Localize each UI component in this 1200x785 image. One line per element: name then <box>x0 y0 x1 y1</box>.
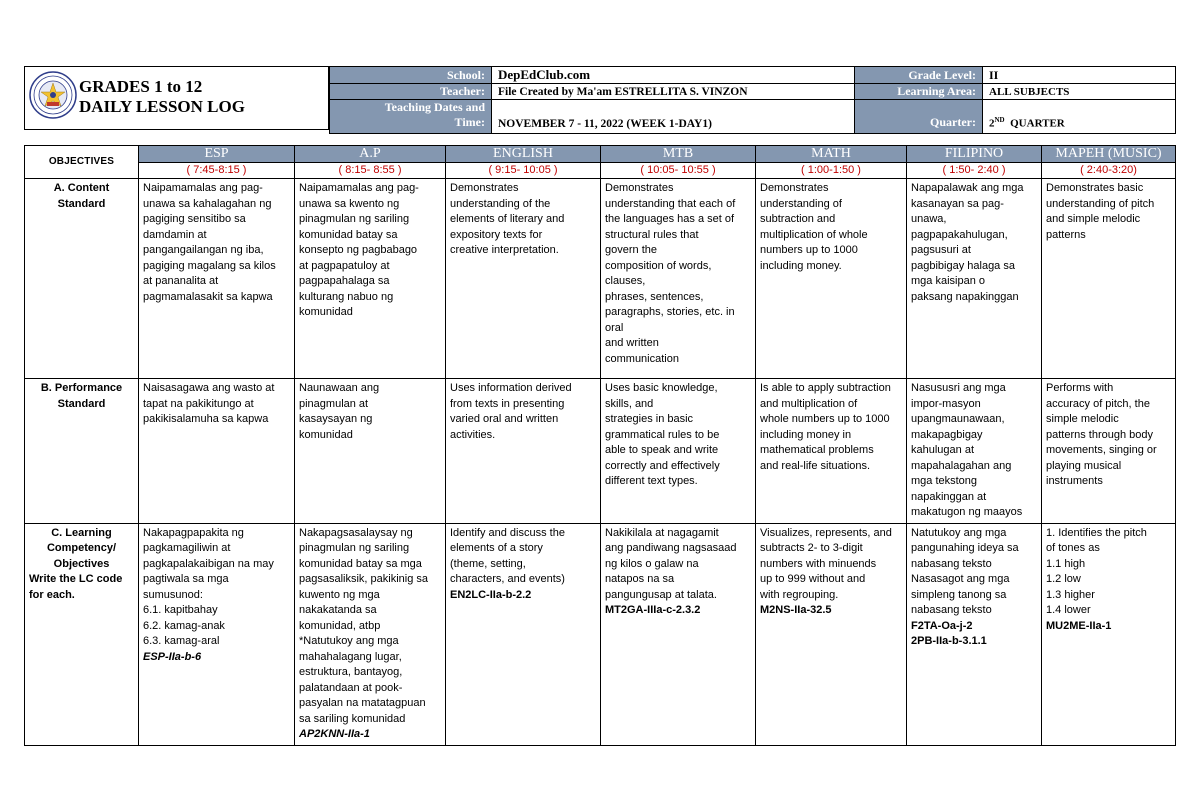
learning-competency-line: characters, and events) <box>450 573 565 585</box>
content-standard-line: understanding of the <box>450 197 551 210</box>
teaching-dates-label-line-2: Time: <box>454 115 485 129</box>
quarter-number: 2 <box>989 118 995 130</box>
subject-header-mapeh: MAPEH (MUSIC) <box>1042 146 1176 163</box>
content-standard-line: understanding that each of <box>605 197 736 210</box>
time-ap: ( 8:15- 8:55 ) <box>295 163 446 179</box>
learning-competency-line: (theme, setting, <box>450 557 526 570</box>
performance-standard-line: accuracy of pitch, the <box>1046 397 1150 410</box>
subject-header-mtb: MTB <box>601 146 756 163</box>
learning-competency-line: *Natutukoy ang mga <box>299 635 399 647</box>
performance-standard-mapeh <box>1042 379 1176 524</box>
objectives-header: OBJECTIVES <box>25 146 139 179</box>
performance-standard-line: including money in <box>760 428 852 441</box>
performance-standard-line: simple melodic <box>1046 413 1119 425</box>
content-standard-line: and written <box>605 337 659 349</box>
performance-standard-line: from texts in presenting <box>450 397 565 410</box>
school-value: DepEdClub.com <box>492 67 855 84</box>
learning-competency-line: 6.1. kapitbahay <box>143 604 218 616</box>
performance-standard-line: Uses basic knowledge, <box>605 382 718 394</box>
content-standard-ap <box>295 179 446 379</box>
performance-standard-mtb <box>601 379 756 524</box>
content-standard-line: expository texts for <box>450 228 543 241</box>
content-standard-line: paragraphs, stories, etc. in <box>605 306 735 318</box>
learning-competency-line: 1.1 high <box>1046 557 1086 570</box>
performance-standard-line: pinagmulan at <box>299 397 369 410</box>
teacher-label: Teacher: <box>330 84 492 100</box>
learning-competency-line: 6.3. kamag-aral <box>143 635 220 647</box>
learning-competency-label-line-2: Competency/ <box>46 542 117 554</box>
learning-competency-line: kuwento ng mga <box>299 588 380 601</box>
learning-competency-row <box>25 523 1176 745</box>
learning-competency-ap <box>295 523 446 745</box>
learning-competency-line: up to 999 without and <box>760 573 866 585</box>
quarter-label: Quarter: <box>855 100 983 134</box>
performance-standard-line: activities. <box>450 428 496 441</box>
performance-standard-label-line-2: Standard <box>57 397 106 410</box>
subject-header-esp: ESP <box>139 146 295 163</box>
grade-level-value: II <box>983 67 1176 84</box>
learning-competency-line: ang pandiwang nagsasaad <box>605 542 737 554</box>
learning-competency-line: pangungusap at talata. <box>605 588 717 601</box>
performance-standard-line: varied oral and written <box>450 413 559 425</box>
performance-standard-math <box>756 379 907 524</box>
performance-standard-line: kasaysayan ng <box>299 413 373 425</box>
content-standard-line: Napapalawak ang mga <box>911 182 1024 194</box>
performance-standard-line: Uses information derived <box>450 382 572 394</box>
learning-competency-label-line-4: Write the LC code <box>29 573 123 585</box>
performance-standard-line: Is able to apply subtraction <box>760 382 891 394</box>
content-standard-line: govern the <box>605 244 657 256</box>
subject-header-ap: A.P <box>295 146 446 163</box>
time-filipino: ( 1:50- 2:40 ) <box>907 163 1042 179</box>
learning-competency-line: ng kilos o galaw na <box>605 557 699 570</box>
learning-competency-label <box>25 523 139 745</box>
content-standard-line: unawa sa kahalagahan ng <box>143 197 272 210</box>
time-esp: ( 7:45-8:15 ) <box>139 163 295 179</box>
content-standard-line: oral <box>605 321 624 334</box>
learning-competency-line: Nasasagot ang mga <box>911 573 1010 585</box>
teaching-dates-label-line-1: Teaching Dates and <box>384 100 485 114</box>
content-standard-line: pagbibigay halaga sa <box>911 259 1015 272</box>
content-standard-english <box>446 179 601 379</box>
learning-competency-line: simpleng tanong sa <box>911 588 1007 601</box>
content-standard-line: pagiging magalang sa kilos <box>143 259 276 272</box>
learning-competency-line: estruktura, bantayog, <box>299 666 403 678</box>
performance-standard-line: strategies in basic <box>605 413 694 425</box>
learning-competency-filipino <box>907 523 1042 745</box>
learning-competency-line: sumusunod: <box>143 588 203 601</box>
performance-standard-line: mapahalagahan ang <box>911 459 1012 472</box>
deped-seal-icon <box>29 71 77 119</box>
content-standard-line: pangangailangan ng iba, <box>143 244 264 256</box>
content-standard-line: komunidad batay sa <box>299 228 398 241</box>
performance-standard-line: and multiplication of <box>760 397 858 410</box>
content-standard-line: pagmamalasakit sa kapwa <box>143 290 273 303</box>
learning-competency-math <box>756 523 907 745</box>
content-standard-mapeh <box>1042 179 1176 379</box>
learning-competency-line: of tones as <box>1046 542 1100 554</box>
content-standard-line: kasanayan sa pag- <box>911 197 1004 210</box>
performance-standard-line: and real-life situations. <box>760 459 871 472</box>
content-standard-line: pagsusuri at <box>911 244 971 256</box>
content-standard-row <box>25 179 1176 379</box>
content-standard-line: konsepto ng pagbabago <box>299 244 418 256</box>
learning-competency-line: nakakatanda sa <box>299 604 377 616</box>
quarter-value <box>983 100 1176 134</box>
content-standard-line: kulturang nabuo ng <box>299 290 394 303</box>
content-standard-line: mga kaisipan o <box>911 275 985 287</box>
performance-standard-line: whole numbers up to 1000 <box>760 413 890 425</box>
learning-competency-line: numbers with minuends <box>760 557 877 570</box>
lc-code: AP2KNN-IIa-1 <box>299 728 370 740</box>
quarter-word: QUARTER <box>1010 118 1065 130</box>
performance-standard-line: napakinggan at <box>911 490 987 503</box>
learning-area-value: ALL SUBJECTS <box>983 84 1176 100</box>
school-label: School: <box>330 67 492 84</box>
teaching-dates-value: NOVEMBER 7 - 11, 2022 (WEEK 1-DAY1) <box>492 100 855 134</box>
content-standard-line: damdamin at <box>143 228 207 241</box>
time-mapeh: ( 2:40-3:20) <box>1042 163 1176 179</box>
content-standard-line: Naipamamalas ang pag- <box>143 182 263 194</box>
performance-standard-esp <box>139 379 295 524</box>
performance-standard-line: kahulugan at <box>911 444 974 456</box>
learning-competency-label-line-3: Objectives <box>53 557 110 570</box>
performance-standard-line: patterns through body <box>1046 428 1154 441</box>
content-standard-line: understanding of <box>760 197 842 210</box>
learning-competency-line: Identify and discuss the <box>450 526 565 539</box>
learning-competency-line: 1.2 low <box>1046 573 1081 585</box>
grade-level-label: Grade Level: <box>855 67 983 84</box>
content-standard-line: including money. <box>760 259 842 272</box>
content-standard-esp <box>139 179 295 379</box>
learning-competency-line: mahahalagang lugar, <box>299 650 402 663</box>
time-mtb: ( 10:05- 10:55 ) <box>601 163 756 179</box>
performance-standard-line: different text types. <box>605 475 698 487</box>
performance-standard-line: mathematical problems <box>760 444 874 456</box>
teaching-dates-label <box>330 100 492 134</box>
learning-competency-line: sa sariling komunidad <box>299 712 406 725</box>
content-standard-line: at pananalita at <box>143 275 219 287</box>
content-standard-line: unawa sa kwento ng <box>299 197 400 210</box>
performance-standard-line: correctly and effectively <box>605 459 720 472</box>
subject-header-english: ENGLISH <box>446 146 601 163</box>
lc-code: MU2ME-IIa-1 <box>1046 619 1112 632</box>
performance-standard-ap <box>295 379 446 524</box>
performance-standard-line: makatugon ng maayos <box>911 506 1023 518</box>
time-english: ( 9:15- 10:05 ) <box>446 163 601 179</box>
learning-competency-mtb <box>601 523 756 745</box>
learning-competency-line: pagkamagiliwin at <box>143 542 231 554</box>
performance-standard-english <box>446 379 601 524</box>
learning-competency-line: natapos na sa <box>605 573 675 585</box>
learning-competency-line: pinagmulan ng sariling <box>299 542 410 554</box>
content-standard-line: composition of words, <box>605 259 712 272</box>
content-standard-line: komunidad <box>299 306 353 318</box>
content-standard-line: paksang napakinggan <box>911 290 1019 303</box>
performance-standard-label-line-1: B. Performance <box>40 382 123 394</box>
subject-header-filipino: FILIPINO <box>907 146 1042 163</box>
lesson-info-table <box>329 66 1176 134</box>
performance-standard-line: tapat na pakikitungo at <box>143 397 254 410</box>
learning-competency-line: subtracts 2- to 3-digit <box>760 542 863 554</box>
content-standard-line: understanding of pitch <box>1046 197 1155 210</box>
content-standard-line: pagpapakahulugan, <box>911 228 1008 241</box>
learning-competency-line: nabasang teksto <box>911 604 992 616</box>
learning-competency-line: with regrouping. <box>760 588 839 601</box>
content-standard-label-line-2: Standard <box>57 197 106 210</box>
time-math: ( 1:00-1:50 ) <box>756 163 907 179</box>
log-title-line-2: DAILY LESSON LOG <box>79 97 245 116</box>
lc-code: EN2LC-IIa-b-2.2 <box>450 588 532 601</box>
learning-competency-line: komunidad, atbp <box>299 619 381 632</box>
content-standard-line: subtraction and <box>760 213 836 225</box>
learning-competency-line: Natutukoy ang mga <box>911 526 1007 539</box>
learning-competency-line: 1. Identifies the pitch <box>1046 526 1147 539</box>
learning-competency-line: elements of a story <box>450 542 543 554</box>
learning-competency-line: 1.3 higher <box>1046 588 1095 601</box>
learning-competency-line: pangunahing ideya sa <box>911 542 1019 554</box>
learning-competency-line: 6.2. kamag-anak <box>143 619 225 632</box>
content-standard-line: Naipamamalas ang pag- <box>299 182 419 194</box>
content-standard-line: unawa, <box>911 213 947 225</box>
learning-competency-line: Nakikilala at nagagamit <box>605 526 719 539</box>
learning-competency-line: nabasang teksto <box>911 557 992 570</box>
lesson-log-table <box>24 145 1176 746</box>
lc-code: M2NS-IIa-32.5 <box>760 604 832 616</box>
learning-competency-line: pagsasaliksik, pakikinig sa <box>299 573 429 585</box>
log-title-line-1: GRADES 1 to 12 <box>79 77 203 96</box>
performance-standard-line: impor-masyon <box>911 397 981 410</box>
lc-code: F2TA-Oa-j-2 <box>911 619 973 632</box>
content-standard-line: phrases, sentences, <box>605 290 704 303</box>
content-standard-line: pagiging sensitibo sa <box>143 213 246 225</box>
performance-standard-line: komunidad <box>299 428 353 441</box>
content-standard-math <box>756 179 907 379</box>
learning-competency-line: pagtiwala sa mga <box>143 573 229 585</box>
quarter-superscript: ND <box>994 116 1005 125</box>
content-standard-line: and simple melodic <box>1046 213 1141 225</box>
lc-code: 2PB-IIa-b-3.1.1 <box>911 635 987 647</box>
content-standard-line: Demonstrates basic <box>1046 182 1144 194</box>
learning-competency-line: Nakapagpapakita ng <box>143 526 244 539</box>
content-standard-line: pagpapahalaga sa <box>299 275 390 287</box>
performance-standard-line: playing musical <box>1046 459 1122 472</box>
lc-code: ESP-IIa-b-6 <box>143 650 202 663</box>
performance-standard-line: pakikisalamuha sa kapwa <box>143 413 269 425</box>
learning-competency-mapeh <box>1042 523 1176 745</box>
content-standard-line: patterns <box>1046 228 1086 241</box>
subject-header-math: MATH <box>756 146 907 163</box>
performance-standard-line: Naisasagawa ang wasto at <box>143 382 275 394</box>
content-standard-line: multiplication of whole <box>760 228 868 241</box>
content-standard-line: Demonstrates <box>760 182 829 194</box>
learning-competency-english <box>446 523 601 745</box>
learning-competency-line: pagkapalakaibigan na may <box>143 557 274 570</box>
content-standard-line: Demonstrates <box>605 182 674 194</box>
performance-standard-line: mga tekstong <box>911 475 978 487</box>
content-standard-line: the languages has a set of <box>605 213 735 225</box>
content-standard-line: numbers up to 1000 <box>760 244 858 256</box>
content-standard-line: structural rules that <box>605 228 699 241</box>
performance-standard-label <box>25 379 139 524</box>
performance-standard-line: upangmaunawaan, <box>911 413 1005 425</box>
learning-competency-line: Nakapagsasalaysay ng <box>299 526 413 539</box>
performance-standard-line: makapagbigay <box>911 428 983 441</box>
performance-standard-row <box>25 379 1176 524</box>
content-standard-line: creative interpretation. <box>450 244 559 256</box>
content-standard-line: pinagmulan ng sariling <box>299 213 410 225</box>
performance-standard-line: movements, singing or <box>1046 444 1157 456</box>
performance-standard-line: able to speak and write <box>605 444 719 456</box>
content-standard-label-line-1: A. Content <box>53 182 110 194</box>
learning-competency-line: palatandaan at pook- <box>299 681 403 694</box>
content-standard-line: at pagpapatuloy at <box>299 259 390 272</box>
content-standard-line: clauses, <box>605 275 646 287</box>
performance-standard-line: skills, and <box>605 397 654 410</box>
learning-competency-esp <box>139 523 295 745</box>
lc-code: MT2GA-IIIa-c-2.3.2 <box>605 604 701 616</box>
learning-competency-label-line-5: for each. <box>29 588 75 601</box>
performance-standard-line: Performs with <box>1046 382 1114 394</box>
content-standard-line: elements of literary and <box>450 213 565 225</box>
content-standard-line: communication <box>605 352 679 365</box>
subject-time-row <box>25 163 1176 179</box>
header-title-box <box>24 66 329 130</box>
performance-standard-line: Naunawaan ang <box>299 382 380 394</box>
content-standard-filipino <box>907 179 1042 379</box>
content-standard-mtb <box>601 179 756 379</box>
learning-competency-line: 1.4 lower <box>1046 604 1091 616</box>
learning-competency-line: Visualizes, represents, and <box>760 526 892 539</box>
performance-standard-line: instruments <box>1046 475 1103 487</box>
performance-standard-line: Nasususri ang mga <box>911 382 1006 394</box>
subject-header-row <box>25 146 1176 163</box>
performance-standard-line: grammatical rules to be <box>605 428 720 441</box>
teacher-value: File Created by Ma'am ESTRELLITA S. VINZON <box>492 84 855 100</box>
performance-standard-filipino <box>907 379 1042 524</box>
learning-competency-line: pasyalan na matatagpuan <box>299 697 426 709</box>
content-standard-label <box>25 179 139 379</box>
learning-area-label: Learning Area: <box>855 84 983 100</box>
learning-competency-line: komunidad batay sa mga <box>299 557 422 570</box>
learning-competency-label-line-1: C. Learning <box>51 526 112 539</box>
content-standard-line: Demonstrates <box>450 182 519 194</box>
